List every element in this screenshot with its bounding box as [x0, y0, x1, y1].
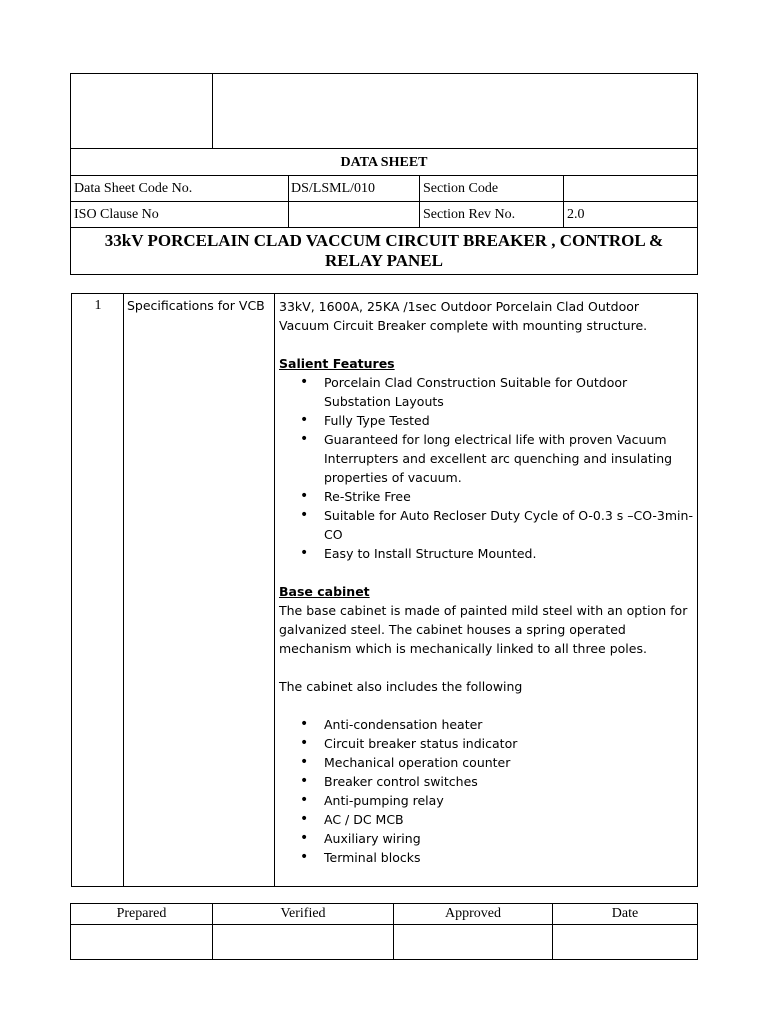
- list-item: • AC / DC MCB: [279, 810, 693, 829]
- list-item: • Terminal blocks: [279, 848, 693, 867]
- header-table: [70, 73, 698, 275]
- iso-value: [291, 202, 417, 227]
- base-cabinet-text: The base cabinet is made of painted mild steel with an option for galvanized steel. The cabinet houses a spring operated mechanism which is mechanically linked to all three poles.: [279, 603, 688, 656]
- includes-text: The cabinet also includes the following: [279, 679, 523, 694]
- list-item: • Guaranteed for long electrical life with proven Vacuum Interrupters and excellent arc quenching and insulating properties of vacuum.: [279, 430, 693, 487]
- intro-text: 33kV, 1600A, 25KA /1sec Outdoor Porcelain Clad Outdoor Vacuum Circuit Breaker complete with mounting structure.: [279, 299, 648, 333]
- list-item: • Auxiliary wiring: [279, 829, 693, 848]
- code-label: Data Sheet Code No.: [74, 180, 193, 196]
- logo-cell: [71, 74, 213, 148]
- iso-label: ISO Clause No: [74, 206, 159, 222]
- date-label: Date: [611, 906, 639, 921]
- list-item: • Breaker control switches: [279, 772, 693, 791]
- list-item: • Suitable for Auto Recloser Duty Cycle of O-0.3 s –CO-3min-CO: [279, 506, 693, 544]
- section-code-label: Section Code: [423, 180, 499, 196]
- list-item: • Re-Strike Free: [279, 487, 693, 506]
- list-item: • Mechanical operation counter: [279, 753, 693, 772]
- datasheet-title: DATA SHEET: [71, 148, 697, 176]
- list-item: • Circuit breaker status indicator: [279, 734, 693, 753]
- list-item: • Porcelain Clad Construction Suitable for Outdoor Substation Layouts: [279, 373, 693, 411]
- section-code-value: [567, 176, 693, 201]
- list-item: • Easy to Install Structure Mounted.: [279, 544, 693, 563]
- item-label: Specifications for VCB: [127, 298, 265, 313]
- verified-label: Verified: [280, 906, 326, 921]
- approved-label: Approved: [445, 906, 501, 921]
- rev-value: 2.0: [567, 206, 585, 222]
- salient-features-list: [279, 373, 693, 563]
- approval-table: [70, 903, 698, 960]
- cabinet-items-list: [279, 715, 693, 867]
- main-title: 33kV PORCELAIN CLAD VACCUM CIRCUIT BREAKER , CONTROL & RELAY PANEL: [71, 227, 697, 274]
- list-item: • Fully Type Tested: [279, 411, 693, 430]
- iso-row: [71, 201, 697, 227]
- list-item: • Anti-condensation heater: [279, 715, 693, 734]
- prepared-label: Prepared: [116, 906, 167, 921]
- spec-description: [279, 297, 693, 867]
- salient-features-heading: Salient Features: [279, 356, 395, 371]
- base-cabinet-heading: Base cabinet: [279, 584, 370, 599]
- spec-table: [71, 293, 698, 887]
- list-item: • Anti-pumping relay: [279, 791, 693, 810]
- rev-label: Section Rev No.: [423, 206, 516, 222]
- code-row: [71, 175, 697, 201]
- code-value: DS/LSML/010: [291, 180, 376, 196]
- item-number: 1: [94, 298, 102, 313]
